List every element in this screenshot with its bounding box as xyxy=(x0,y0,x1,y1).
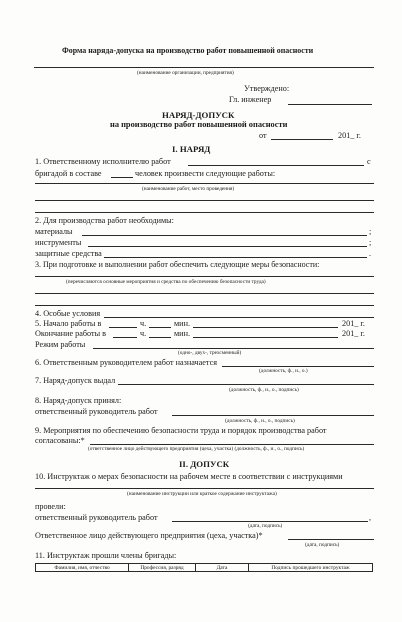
measures-line-2[interactable] xyxy=(35,293,374,294)
item-2-label: 2. Для производства работ необходимы: xyxy=(35,216,174,225)
accepted-line[interactable] xyxy=(172,415,374,416)
conducted-head-label: ответственный руководитель работ xyxy=(35,513,158,522)
col-signature: Подпись прошедшего инструктаж xyxy=(249,564,373,572)
end-minute-line[interactable] xyxy=(149,337,171,338)
conducted-comma: , xyxy=(369,513,372,522)
protection-label: защитные средства xyxy=(35,249,102,258)
item-7-label: 7. Наряд-допуск выдал xyxy=(35,376,116,385)
item-3-label: 3. При подготовке и выполнении работ обеспечить следующие меры безопасности: xyxy=(35,260,320,269)
start-hour-unit: ч. xyxy=(140,319,147,328)
end-date-line[interactable] xyxy=(193,337,338,338)
protection-dot: . xyxy=(369,249,372,258)
item-5-end-label: Окончание работы в xyxy=(35,329,107,338)
start-year: 201_ г. xyxy=(342,319,365,328)
conducted-caption: (дата, подпись) xyxy=(248,523,283,529)
end-year: 201_ г. xyxy=(342,329,365,338)
materials-line[interactable] xyxy=(82,235,367,236)
tools-semicolon: ; xyxy=(369,238,372,247)
section-2-heading: II. ДОПУСК xyxy=(179,459,230,469)
start-date-line[interactable] xyxy=(193,327,338,328)
agreed-line[interactable] xyxy=(90,444,374,445)
item-1-label: 1. Ответственному исполнителю работ xyxy=(35,157,171,166)
work-caption: (наименование работ, место проведения) xyxy=(142,186,235,192)
brigade-table xyxy=(35,563,373,572)
col-full-name: Фамилия, имя, отчество xyxy=(36,564,129,572)
item-8-label: 8. Наряд-допуск принял: xyxy=(35,396,122,405)
tools-label: инструменты xyxy=(35,238,82,247)
chief-engineer-line[interactable] xyxy=(288,104,372,105)
item-1-with: с xyxy=(367,157,371,166)
accepted-caption: (должность, ф., и., о., подпись) xyxy=(225,418,295,424)
mode-label: Режим работы xyxy=(35,340,86,349)
start-minute-line[interactable] xyxy=(149,327,171,328)
table-header-row xyxy=(36,564,373,572)
issued-by-caption: (должность, ф., и., о., подпись) xyxy=(229,387,299,393)
item-10-label: 10. Инструктаж о мерах безопасности на рабочем месте в соответствии с инструкциями xyxy=(35,472,343,481)
tools-line[interactable] xyxy=(88,246,367,247)
start-hour-line[interactable] xyxy=(109,327,137,328)
item-9-line-1: 9. Мероприятия по обеспечению безопасности труда и порядок производства работ xyxy=(35,426,327,435)
measures-line-1[interactable] xyxy=(35,276,374,277)
manager-caption: (должность, ф., и., о.) xyxy=(259,368,308,374)
measures-line-3[interactable] xyxy=(35,305,374,306)
section-1-heading: I. НАРЯД xyxy=(172,144,211,154)
chief-engineer-label: Гл. инженер xyxy=(229,95,272,104)
approved-label: Утверждено: xyxy=(244,84,290,93)
brigade-label: бригадой в составе xyxy=(35,169,102,178)
end-minute-unit: мин. xyxy=(174,329,190,338)
special-conditions-line[interactable] xyxy=(104,317,374,318)
permit-title: НАРЯД-ДОПУСК xyxy=(162,110,235,120)
instruction-caption: (наименование инструкции или краткое содержание инструктажа) xyxy=(127,491,277,497)
form-title: Форма наряда-допуска на производство работ повышенной опасности xyxy=(62,46,314,55)
responsible-person-caption: (дата, подпись) xyxy=(305,542,340,548)
materials-label: материалы xyxy=(35,227,73,236)
executor-line[interactable] xyxy=(188,165,364,166)
work-line-2[interactable] xyxy=(35,200,374,201)
mode-line[interactable] xyxy=(93,348,374,349)
start-minute-unit: мин. xyxy=(174,319,190,328)
protection-line[interactable] xyxy=(104,257,367,258)
date-line[interactable] xyxy=(271,139,333,140)
work-line-1[interactable] xyxy=(35,183,374,184)
accepted-head-label: ответственный руководитель работ xyxy=(35,407,158,416)
brigade-size-line[interactable] xyxy=(111,177,133,178)
item-9-line-2: согласованы:* xyxy=(35,436,85,445)
date-from-label: от xyxy=(259,131,267,140)
issued-by-line[interactable] xyxy=(118,384,374,385)
conducted-label: провели: xyxy=(35,502,66,511)
org-line[interactable] xyxy=(34,67,374,68)
conducted-head-line[interactable] xyxy=(172,521,368,522)
shifts-caption: (одно-, двух-, трехсменный) xyxy=(178,350,242,356)
item-6-label: 6. Ответственным руководителем работ назначается xyxy=(35,358,217,367)
materials-semicolon: ; xyxy=(369,227,372,236)
brigade-work-label: человек произвести следующие работы: xyxy=(135,169,276,178)
manager-line[interactable] xyxy=(222,366,374,367)
responsible-person-label: Ответственное лицо действующего предприятия (цеха, участка)* xyxy=(35,531,263,540)
work-line-3[interactable] xyxy=(35,212,374,213)
instruction-line[interactable] xyxy=(35,488,374,489)
col-date: Дата xyxy=(196,564,249,572)
item-5-start-label: 5. Начало работы в xyxy=(35,319,102,328)
responsible-person-line[interactable] xyxy=(288,539,374,540)
item-11-label: 11. Инструктаж прошли члены бригады: xyxy=(35,551,177,560)
col-profession: Профессия, разряд xyxy=(129,564,196,572)
agreed-caption: (ответственное лицо действующего предприятия (цеха, участка) (должность, ф., и., о., подпись) xyxy=(88,446,305,452)
org-caption: (наименование организации, предприятия) xyxy=(137,70,234,76)
measures-caption: (перечисляются основные мероприятия и средства по обеспечению безопасности труда) xyxy=(66,279,266,285)
item-4-label: 4. Особые условия xyxy=(35,309,101,318)
end-hour-line[interactable] xyxy=(113,337,137,338)
date-year: 201_ г. xyxy=(338,131,361,140)
end-hour-unit: ч. xyxy=(140,329,147,338)
permit-subtitle: на производство работ повышенной опасности xyxy=(110,120,288,129)
